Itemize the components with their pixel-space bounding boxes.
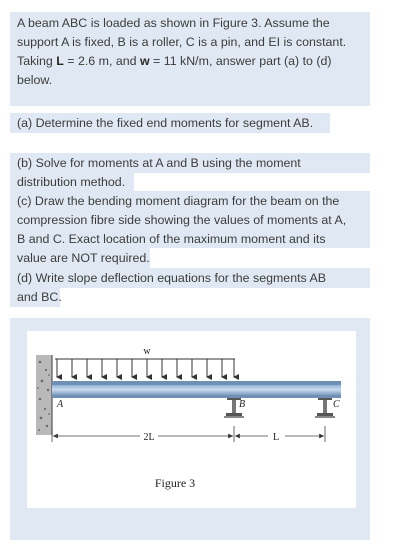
support-C-pin (315, 398, 335, 418)
part-c-line-4: value are NOT required. (17, 251, 150, 265)
figure-caption: Figure 3 (154, 476, 196, 490)
part-a-text: (a) Determine the fixed end moments for segment AB. (17, 116, 314, 130)
label-A: A (57, 399, 64, 410)
part-b-line-1: (b) Solve for moments at A and B using the moment (17, 156, 301, 170)
intro-line-4: below. (17, 73, 53, 87)
intro-line-1: A beam ABC is loaded as shown in Figure 3. Assume the (17, 16, 330, 30)
dim-2L: 2L (143, 432, 155, 443)
intro-line-2: support A is fixed, B is a roller, C is a pin, and EI is constant. (17, 35, 347, 49)
part-c-line-2: compression fibre side showing the values of moments at A, (17, 213, 347, 227)
part-c-line-1: (c) Draw the bending moment diagram for the beam on the (17, 194, 340, 208)
intro-line-3: Taking L = 2.6 m, and w = 11 kN/m, answer part (a) to (d) (17, 54, 332, 68)
distributed-load (55, 359, 235, 377)
part-d-line-1: (d) Write slope deflection equations for the segments AB (17, 271, 327, 285)
dimension-lines (52, 426, 325, 442)
fixed-wall (36, 355, 52, 435)
beam (52, 381, 341, 398)
part-c-line-3: B and C. Exact location of the maximum moment and its (17, 232, 326, 246)
dim-L: L (272, 432, 280, 443)
load-label: w (143, 346, 151, 357)
part-d-line-2: and BC. (17, 290, 62, 304)
label-C: C (333, 399, 340, 410)
w-symbol: w (139, 54, 150, 68)
part-b-line-2: distribution method. (17, 175, 126, 189)
label-B: B (239, 399, 246, 410)
L-symbol: L (56, 54, 64, 68)
